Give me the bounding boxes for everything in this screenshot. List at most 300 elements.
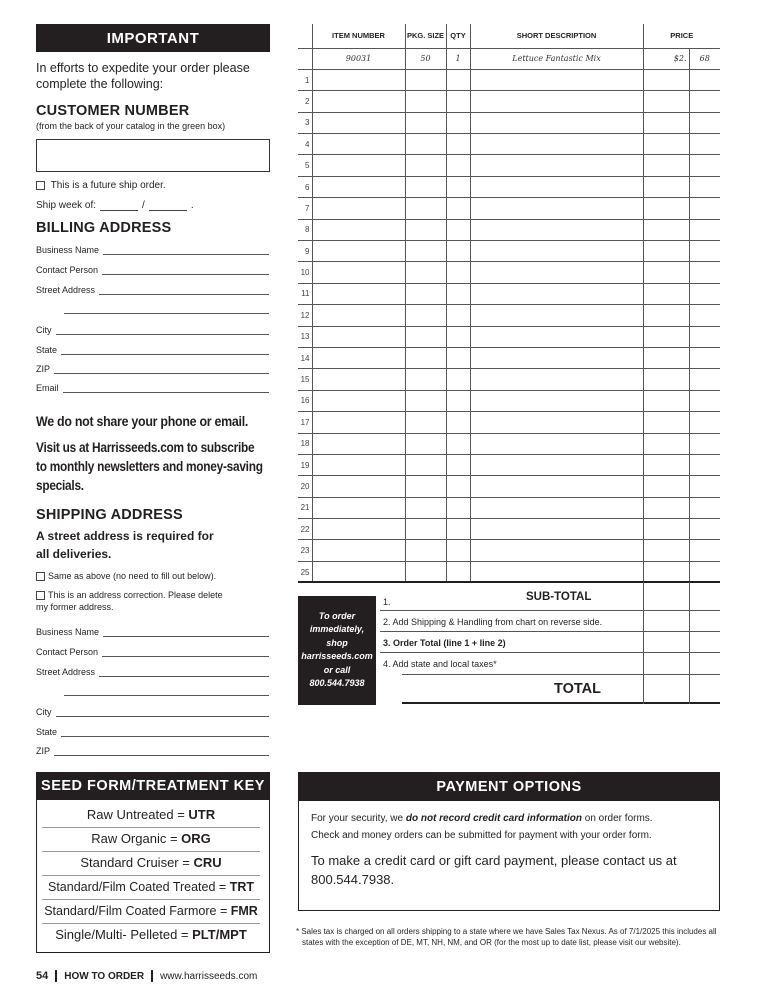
example-price-dollars: $2. — [643, 48, 689, 69]
field-line[interactable] — [61, 347, 269, 355]
pkg-size-cell[interactable] — [405, 69, 446, 90]
qty-cell[interactable] — [446, 433, 470, 454]
price-dollars-cell[interactable] — [643, 112, 689, 133]
price-dollars-cell[interactable] — [643, 347, 689, 368]
description-cell[interactable] — [470, 433, 643, 454]
row-number: 22 — [298, 519, 312, 540]
price-dollars-cell[interactable] — [643, 198, 689, 219]
pkg-size-cell[interactable] — [405, 326, 446, 347]
pkg-size-cell[interactable] — [405, 519, 446, 540]
row-number: 5 — [298, 155, 312, 176]
item-number-cell[interactable] — [312, 262, 405, 283]
order-table-header — [298, 24, 720, 48]
order-row — [298, 476, 720, 497]
future-ship-label: This is a future ship order. — [50, 180, 166, 191]
example-row — [298, 48, 720, 69]
price-cents-cell[interactable] — [689, 305, 720, 326]
field-label: ZIP — [36, 746, 51, 756]
shipping-address-title: SHIPPING ADDRESS — [36, 507, 183, 523]
price-dollars-cell[interactable] — [643, 176, 689, 197]
order-row — [298, 262, 720, 283]
qty-cell[interactable] — [446, 219, 470, 240]
item-number-cell[interactable] — [312, 326, 405, 347]
pkg-size-cell[interactable] — [405, 155, 446, 176]
future-ship-option[interactable] — [36, 180, 166, 191]
description-cell[interactable] — [470, 176, 643, 197]
price-dollars-cell[interactable] — [643, 241, 689, 262]
order-row — [298, 326, 720, 347]
row-number: 14 — [298, 347, 312, 368]
line-2-label: 2. Add Shipping & Handling from chart on reverse side. — [383, 617, 603, 627]
qty-cell[interactable] — [446, 326, 470, 347]
row-number: 10 — [298, 262, 312, 283]
pkg-size-cell[interactable] — [405, 561, 446, 582]
price-cents-cell[interactable] — [689, 454, 720, 475]
row-number: 3 — [298, 112, 312, 133]
order-row — [298, 69, 720, 90]
order-row — [298, 433, 720, 454]
footer-url[interactable]: www.harrisseeds.com — [160, 970, 258, 982]
billing-contact-person[interactable] — [36, 265, 269, 275]
price-cents-cell[interactable] — [689, 476, 720, 497]
customer-number-note: (from the back of your catalog in the green box) — [36, 121, 226, 131]
price-dollars-cell[interactable] — [643, 219, 689, 240]
key-pelleted — [42, 924, 260, 948]
total-label: TOTAL — [554, 681, 601, 697]
description-cell[interactable] — [470, 561, 643, 582]
security-emphasis: do not record credit card information — [405, 813, 582, 824]
order-row — [298, 198, 720, 219]
item-number-cell[interactable] — [312, 241, 405, 262]
field-label: State — [36, 345, 58, 355]
price-cents-cell[interactable] — [689, 561, 720, 582]
description-cell[interactable] — [470, 326, 643, 347]
row-number: 21 — [298, 497, 312, 518]
shipping-street-address-line-2[interactable] — [64, 688, 269, 696]
qty-cell[interactable] — [446, 134, 470, 155]
price-header: PRICE — [643, 24, 720, 48]
order-row — [298, 390, 720, 411]
key-label: Raw Untreated = — [86, 807, 189, 822]
pkg-size-cell[interactable] — [405, 305, 446, 326]
description-cell[interactable] — [470, 112, 643, 133]
order-row — [298, 412, 720, 433]
pkg-size-cell[interactable] — [405, 390, 446, 411]
security-text-end: on order forms. — [581, 813, 653, 824]
price-dollars-cell[interactable] — [643, 497, 689, 518]
payment-header: PAYMENT OPTIONS — [298, 772, 720, 801]
billing-state[interactable] — [36, 345, 269, 355]
key-label: Standard/Film Coated Treated = — [47, 880, 230, 894]
key-code: CRU — [193, 855, 222, 870]
key-raw-organic — [42, 828, 260, 852]
key-code: UTR — [188, 807, 216, 822]
payment-security-note — [311, 813, 711, 824]
same-as-above-option[interactable] — [36, 571, 216, 581]
price-dollars-cell[interactable] — [643, 69, 689, 90]
callout-website[interactable]: harrisseeds.com — [301, 651, 373, 662]
row-number: 15 — [298, 369, 312, 390]
ship-week-field-1[interactable] — [100, 202, 138, 211]
field-line[interactable] — [99, 287, 269, 295]
pkg-size-cell[interactable] — [405, 347, 446, 368]
qty-cell[interactable] — [446, 305, 470, 326]
pkg-size-header: PKG. SIZE — [405, 24, 446, 48]
price-dollars-cell[interactable] — [643, 134, 689, 155]
price-dollars-cell[interactable] — [643, 262, 689, 283]
qty-cell[interactable] — [446, 476, 470, 497]
pkg-size-cell[interactable] — [405, 262, 446, 283]
price-dollars-cell[interactable] — [643, 326, 689, 347]
description-cell[interactable] — [470, 134, 643, 155]
order-row — [298, 454, 720, 475]
item-number-cell[interactable] — [312, 519, 405, 540]
price-cents-cell[interactable] — [689, 283, 720, 304]
price-cents-cell[interactable] — [689, 219, 720, 240]
field-line[interactable] — [99, 669, 269, 677]
price-dollars-cell[interactable] — [643, 540, 689, 561]
price-dollars-cell[interactable] — [643, 519, 689, 540]
price-cents-cell[interactable] — [689, 112, 720, 133]
qty-cell[interactable] — [446, 347, 470, 368]
field-label: Street Address — [36, 667, 96, 677]
same-as-above-checkbox[interactable] — [36, 572, 45, 581]
price-cents-cell[interactable] — [689, 91, 720, 112]
example-description: Lettuce Fantastic Mix — [470, 48, 643, 69]
price-dollars-cell[interactable] — [643, 91, 689, 112]
pkg-size-cell[interactable] — [405, 134, 446, 155]
payment-check-note: Check and money orders can be submitted for payment with your order form. — [311, 830, 652, 841]
intro-text: In efforts to expedite your order please complete the following: — [36, 61, 250, 91]
order-row — [298, 219, 720, 240]
qty-cell[interactable] — [446, 540, 470, 561]
price-dollars-cell[interactable] — [643, 412, 689, 433]
item-number-cell[interactable] — [312, 476, 405, 497]
pkg-size-cell[interactable] — [405, 369, 446, 390]
field-line[interactable] — [56, 327, 270, 335]
row-number: 9 — [298, 241, 312, 262]
row-number: 8 — [298, 219, 312, 240]
example-pkg-size: 50 — [405, 48, 446, 69]
ship-week-row — [36, 200, 194, 211]
field-label: Contact Person — [36, 265, 99, 275]
price-cents-cell[interactable] — [689, 198, 720, 219]
qty-cell[interactable] — [446, 283, 470, 304]
description-cell[interactable] — [470, 219, 643, 240]
billing-street-address-line-2[interactable] — [64, 306, 269, 314]
price-cents-cell[interactable] — [689, 134, 720, 155]
qty-cell[interactable] — [446, 176, 470, 197]
row-number: 19 — [298, 454, 312, 475]
ship-week-end: . — [190, 200, 194, 211]
description-cell[interactable] — [470, 347, 643, 368]
pkg-size-cell[interactable] — [405, 454, 446, 475]
item-number-cell[interactable] — [312, 540, 405, 561]
important-header: IMPORTANT — [36, 24, 270, 52]
price-cents-cell[interactable] — [689, 519, 720, 540]
description-cell[interactable] — [470, 305, 643, 326]
key-code: ORG — [181, 831, 211, 846]
line-3-label: 3. Order Total (line 1 + line 2) — [383, 638, 506, 648]
description-cell[interactable] — [470, 540, 643, 561]
price-dollars-cell[interactable] — [643, 561, 689, 582]
short-description-header: SHORT DESCRIPTION — [470, 24, 643, 48]
price-cents-cell[interactable] — [689, 155, 720, 176]
key-code: PLT/MPT — [192, 927, 247, 942]
example-price-cents: 68 — [689, 48, 720, 69]
row-number: 16 — [298, 390, 312, 411]
field-line[interactable] — [54, 748, 269, 756]
callout-phone[interactable]: 800.544.7938 — [309, 678, 365, 689]
field-label: Street Address — [36, 285, 96, 295]
price-dollars-cell[interactable] — [643, 390, 689, 411]
shipping-business-name[interactable] — [36, 627, 269, 637]
price-cents-cell[interactable] — [689, 326, 720, 347]
description-cell[interactable] — [470, 155, 643, 176]
item-number-cell[interactable] — [312, 69, 405, 90]
customer-number-field[interactable] — [36, 139, 270, 172]
order-callout — [298, 596, 376, 705]
row-number: 6 — [298, 176, 312, 197]
pkg-size-cell[interactable] — [405, 176, 446, 197]
pkg-size-cell[interactable] — [405, 540, 446, 561]
description-cell[interactable] — [470, 262, 643, 283]
street-required-note: A street address is required for all deliveries. — [36, 529, 214, 561]
qty-cell[interactable] — [446, 241, 470, 262]
ship-week-separator: / — [142, 200, 145, 211]
price-cents-cell[interactable] — [689, 497, 720, 518]
future-ship-checkbox[interactable] — [36, 181, 45, 190]
row-number — [298, 48, 312, 69]
field-line[interactable] — [103, 247, 269, 255]
key-film-coated-treated — [42, 876, 260, 900]
shipping-city[interactable] — [36, 707, 269, 717]
price-cents-cell[interactable] — [689, 390, 720, 411]
qty-cell[interactable] — [446, 198, 470, 219]
ship-week-field-2[interactable] — [149, 202, 187, 211]
callout-line: or call — [323, 664, 351, 675]
key-film-coated-farmore — [42, 900, 260, 924]
pkg-size-cell[interactable] — [405, 112, 446, 133]
order-row — [298, 540, 720, 561]
pkg-size-cell[interactable] — [405, 91, 446, 112]
description-cell[interactable] — [470, 198, 643, 219]
price-dollars-cell[interactable] — [643, 454, 689, 475]
order-row — [298, 241, 720, 262]
address-correction-checkbox[interactable] — [36, 591, 45, 600]
pkg-size-cell[interactable] — [405, 198, 446, 219]
description-cell[interactable] — [470, 390, 643, 411]
shipping-state[interactable] — [36, 727, 269, 737]
payment-card-note: To make a credit card or gift card payment, please contact us at 800.544.7938. — [311, 853, 677, 887]
pkg-size-cell[interactable] — [405, 412, 446, 433]
price-cents-cell[interactable] — [689, 540, 720, 561]
pkg-size-cell[interactable] — [405, 283, 446, 304]
item-number-cell[interactable] — [312, 497, 405, 518]
item-number-cell[interactable] — [312, 176, 405, 197]
description-cell[interactable] — [470, 91, 643, 112]
item-number-cell[interactable] — [312, 112, 405, 133]
page-footer — [36, 970, 257, 982]
description-cell[interactable] — [470, 497, 643, 518]
shipping-contact-person[interactable] — [36, 647, 269, 657]
field-label: Business Name — [36, 245, 100, 255]
item-number-cell[interactable] — [312, 91, 405, 112]
qty-cell[interactable] — [446, 112, 470, 133]
pkg-size-cell[interactable] — [405, 241, 446, 262]
price-dollars-cell[interactable] — [643, 155, 689, 176]
key-raw-untreated — [42, 804, 260, 828]
row-number: 18 — [298, 433, 312, 454]
price-dollars-cell[interactable] — [643, 305, 689, 326]
field-label: City — [36, 707, 52, 717]
field-line[interactable] — [61, 729, 269, 737]
billing-zip[interactable] — [36, 364, 269, 374]
qty-cell[interactable] — [446, 561, 470, 582]
privacy-note: We do not share your phone or email. — [36, 414, 249, 429]
field-line[interactable] — [102, 267, 269, 275]
field-label: Business Name — [36, 627, 100, 637]
item-number-cell[interactable] — [312, 198, 405, 219]
item-number-cell[interactable] — [312, 219, 405, 240]
pkg-size-cell[interactable] — [405, 433, 446, 454]
shipping-zip[interactable] — [36, 746, 269, 756]
line-4-label: 4. Add state and local taxes* — [383, 659, 497, 669]
description-cell[interactable] — [470, 283, 643, 304]
price-cents-cell[interactable] — [689, 412, 720, 433]
line-1-label: 1. — [383, 597, 391, 607]
example-item-number: 90031 — [312, 48, 405, 69]
description-cell[interactable] — [470, 519, 643, 540]
billing-street-address[interactable] — [36, 285, 269, 295]
qty-cell[interactable] — [446, 262, 470, 283]
order-row — [298, 347, 720, 368]
description-cell[interactable] — [470, 369, 643, 390]
field-line[interactable] — [54, 366, 269, 374]
billing-email[interactable] — [36, 383, 269, 393]
row-number: 11 — [298, 283, 312, 304]
field-line[interactable] — [56, 709, 270, 717]
qty-cell[interactable] — [446, 155, 470, 176]
qty-cell[interactable] — [446, 369, 470, 390]
pkg-size-cell[interactable] — [405, 219, 446, 240]
qty-cell[interactable] — [446, 91, 470, 112]
field-line[interactable] — [103, 629, 269, 637]
pkg-size-cell[interactable] — [405, 497, 446, 518]
item-number-cell[interactable] — [312, 412, 405, 433]
billing-business-name[interactable] — [36, 245, 269, 255]
visit-note: Visit us at Harrisseeds.com to subscribe to monthly newsletters and money-saving specials. — [36, 440, 263, 493]
callout-line: immediately, — [309, 624, 365, 635]
row-number: 23 — [298, 540, 312, 561]
order-row — [298, 112, 720, 133]
price-cents-cell[interactable] — [689, 176, 720, 197]
qty-cell[interactable] — [446, 497, 470, 518]
row-number: 25 — [298, 561, 312, 582]
description-cell[interactable] — [470, 241, 643, 262]
amount-column[interactable] — [643, 582, 690, 704]
qty-cell[interactable] — [446, 412, 470, 433]
price-cents-cell[interactable] — [689, 69, 720, 90]
qty-cell[interactable] — [446, 519, 470, 540]
callout-line: shop — [326, 637, 348, 648]
row-number: 20 — [298, 476, 312, 497]
security-text: For your security, we — [311, 813, 406, 824]
key-label: Single/Multi- Pelleted = — [55, 927, 193, 942]
price-cents-cell[interactable] — [689, 262, 720, 283]
row-number: 4 — [298, 134, 312, 155]
qty-cell[interactable] — [446, 69, 470, 90]
order-row — [298, 519, 720, 540]
item-number-cell[interactable] — [312, 561, 405, 582]
price-cents-cell[interactable] — [689, 433, 720, 454]
key-label: Standard Cruiser = — [80, 855, 194, 870]
key-label: Raw Organic = — [91, 831, 182, 846]
qty-cell[interactable] — [446, 390, 470, 411]
price-dollars-cell[interactable] — [643, 283, 689, 304]
item-number-cell[interactable] — [312, 283, 405, 304]
field-line[interactable] — [102, 649, 269, 657]
price-dollars-cell[interactable] — [643, 476, 689, 497]
order-row — [298, 305, 720, 326]
footer-divider — [151, 970, 153, 982]
item-number-cell[interactable] — [312, 433, 405, 454]
item-number-cell[interactable] — [312, 134, 405, 155]
row-number: 2 — [298, 91, 312, 112]
row-number: 17 — [298, 412, 312, 433]
description-cell[interactable] — [470, 476, 643, 497]
ship-week-label: Ship week of: — [36, 200, 97, 211]
description-cell[interactable] — [470, 69, 643, 90]
shipping-street-address[interactable] — [36, 667, 269, 677]
field-label: Contact Person — [36, 647, 99, 657]
item-number-cell[interactable] — [312, 347, 405, 368]
key-code: FMR — [230, 904, 258, 918]
customer-number-title: CUSTOMER NUMBER — [36, 103, 190, 119]
price-cents-cell[interactable] — [689, 241, 720, 262]
row-number: 12 — [298, 305, 312, 326]
billing-address-title: BILLING ADDRESS — [36, 220, 172, 236]
item-number-cell[interactable] — [312, 369, 405, 390]
price-dollars-cell[interactable] — [643, 433, 689, 454]
order-row — [298, 497, 720, 518]
billing-city[interactable] — [36, 325, 269, 335]
pkg-size-cell[interactable] — [405, 476, 446, 497]
item-number-header: ITEM NUMBER — [312, 24, 405, 48]
description-cell[interactable] — [470, 454, 643, 475]
price-cents-cell[interactable] — [689, 369, 720, 390]
order-table — [298, 24, 720, 583]
qty-cell[interactable] — [446, 454, 470, 475]
subtotal-label: SUB-TOTAL — [526, 591, 592, 603]
item-number-cell[interactable] — [312, 390, 405, 411]
price-dollars-cell[interactable] — [643, 369, 689, 390]
description-cell[interactable] — [470, 412, 643, 433]
address-correction-option[interactable] — [36, 589, 236, 613]
item-number-cell[interactable] — [312, 155, 405, 176]
order-row — [298, 561, 720, 582]
item-number-cell[interactable] — [312, 305, 405, 326]
seed-key-header: SEED FORM/TREATMENT KEY — [36, 772, 270, 800]
price-cents-cell[interactable] — [689, 347, 720, 368]
row-number: 7 — [298, 198, 312, 219]
field-line[interactable] — [63, 385, 269, 393]
item-number-cell[interactable] — [312, 454, 405, 475]
key-standard-cruiser — [42, 852, 260, 876]
footer-section: HOW TO ORDER — [64, 970, 145, 982]
field-label: State — [36, 727, 58, 737]
same-as-above-label: Same as above (no need to fill out below). — [48, 571, 217, 581]
